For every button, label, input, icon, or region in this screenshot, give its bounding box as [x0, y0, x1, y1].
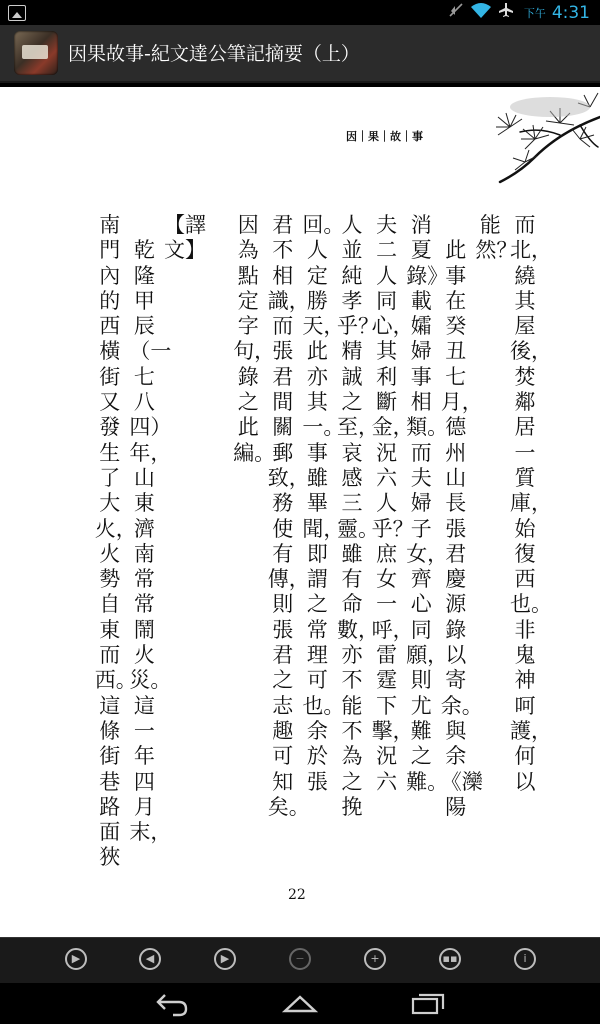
- text-column: 此事在癸丑七月，德州山長張君慶源錄以寄余。與余《灤陽: [440, 213, 483, 819]
- action-bar: [0, 25, 600, 83]
- text-column: 消夏錄》載孀婦事相類。而夫婦子女，齊心同願，則尤難之難。: [406, 213, 449, 794]
- navigation-bar: [0, 983, 600, 1024]
- text-column: 夫二人同心，其利斷金，況六人乎？庶女一呼，雷霆下擊，況六: [371, 213, 414, 794]
- text-column: 君不相識，而張君間關郵致，務使有傳，則張君之志趣可知矣。: [267, 213, 310, 819]
- text-column: 人並純孝乎？精誠之至，哀感三靈。雖有命數，亦不能不為之挽: [337, 213, 379, 819]
- text-column: 而北，繞其屋後，焚鄰居一質庫，始復西也。非鬼神呵護，何以: [510, 213, 552, 794]
- system-icons: [448, 2, 590, 24]
- reader-toolbar: [0, 937, 600, 984]
- airplane-icon: [498, 2, 514, 24]
- book-title: 因果故事-紀文達公筆記摘要（上）: [68, 43, 360, 65]
- previous-icon[interactable]: ◀: [139, 948, 161, 970]
- text-column: 【譯文】: [164, 213, 206, 263]
- text-column: 因為點定字句，錄之此編。: [233, 213, 276, 465]
- running-head: 因｜果｜故｜事: [346, 130, 423, 143]
- info-icon[interactable]: i: [514, 948, 536, 970]
- text-column: 乾隆甲辰（一七八四）年，山東濟南常常鬧火災。這一年四月末，: [129, 213, 172, 845]
- app-icon[interactable]: [14, 31, 58, 75]
- zoom-out-icon[interactable]: −: [289, 948, 311, 970]
- recents-icon[interactable]: [410, 989, 446, 1023]
- clock-ampm: 下午: [523, 7, 546, 20]
- pine-branch-illustration: [440, 87, 600, 187]
- two-page-icon[interactable]: ▪▪: [439, 948, 461, 970]
- zoom-in-icon[interactable]: +: [364, 948, 386, 970]
- book-page[interactable]: [0, 87, 600, 937]
- back-icon[interactable]: [155, 989, 189, 1023]
- text-column: 回。人定勝天，此亦其一。事雖畢聞，即謂之常理可也。余於張: [302, 213, 345, 794]
- notification-image-icon: [8, 5, 26, 21]
- text-column: 能然？: [475, 213, 518, 263]
- next-icon[interactable]: ▶: [214, 948, 236, 970]
- clock-time: 4:31: [551, 3, 590, 23]
- page-number: 22: [288, 887, 306, 903]
- home-icon[interactable]: [282, 989, 318, 1023]
- play-icon[interactable]: ▶: [65, 948, 87, 970]
- wifi-icon: [470, 2, 492, 24]
- mute-icon: [448, 2, 464, 24]
- text-column: 南門內的西橫街又發生了大火，火勢自東而西。這條街巷路面狹: [94, 213, 137, 870]
- status-bar: [0, 0, 600, 25]
